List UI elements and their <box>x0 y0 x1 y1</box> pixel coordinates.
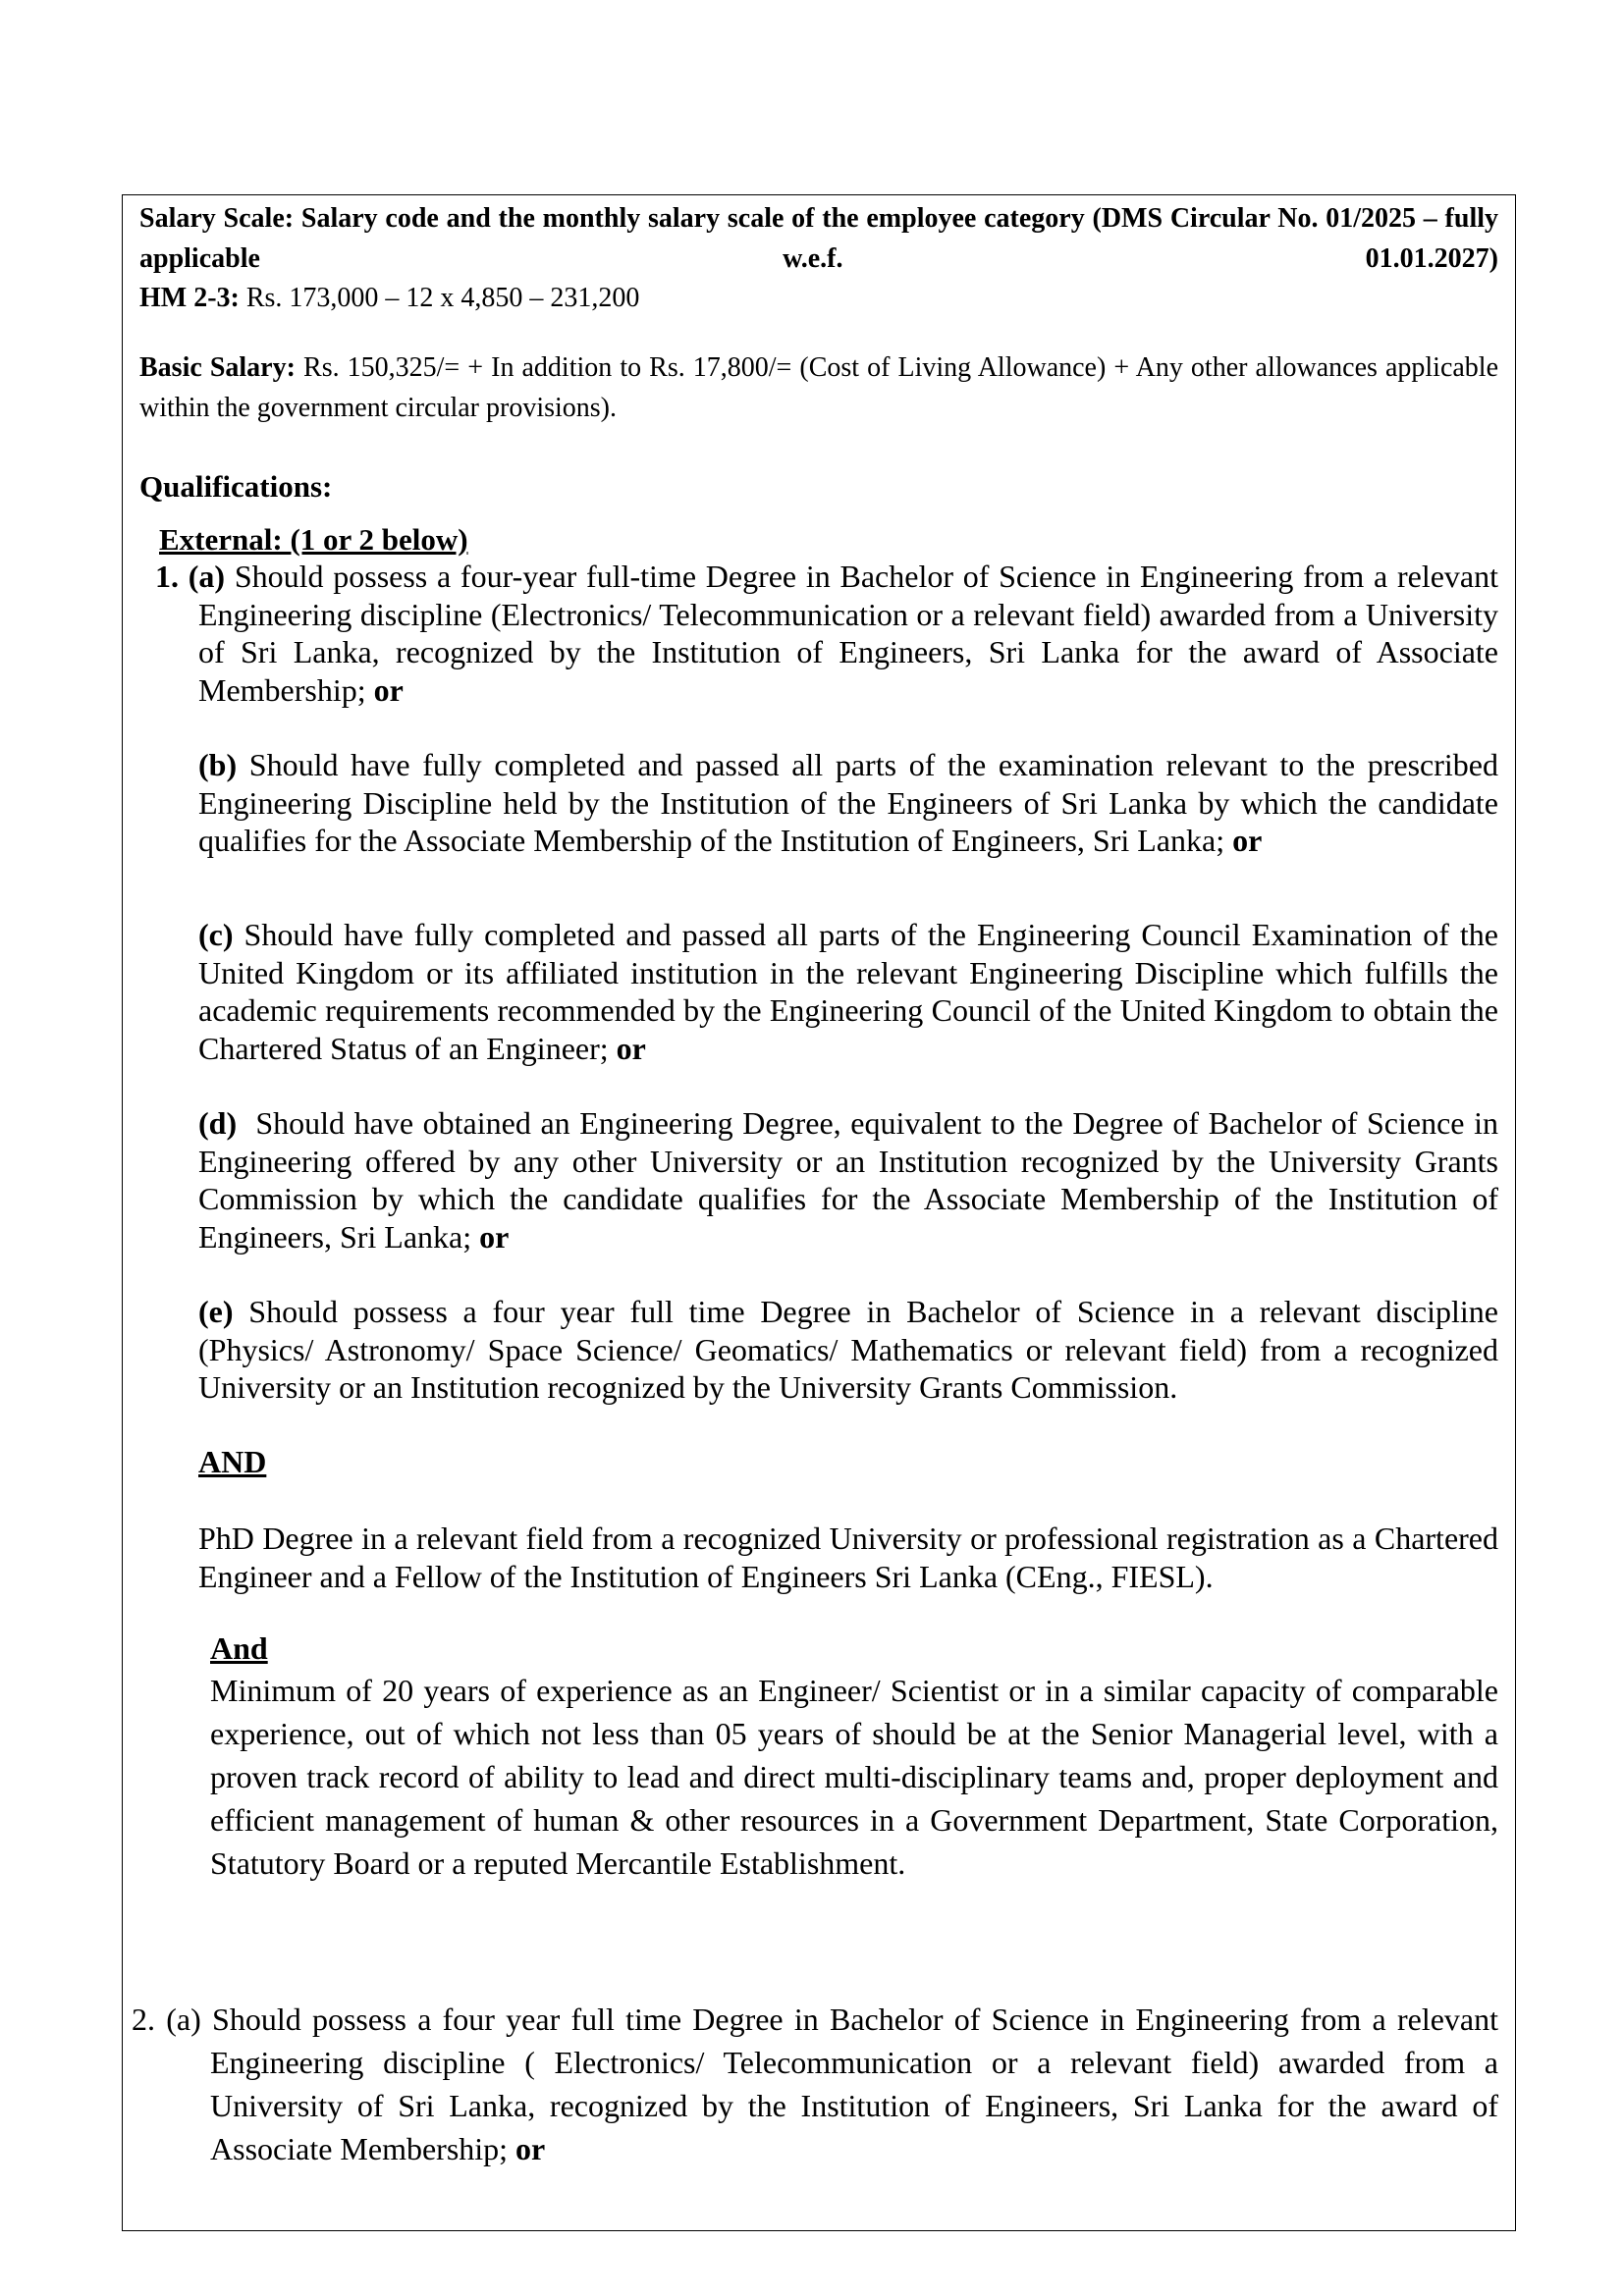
item1-c-label: (c) <box>198 917 234 952</box>
item2-a-text: Should possess a four year full time Degree in Bachelor of Science in Engineering from a relevant Engineering discipline ( Electronics/ Telecommunication or a relevant field) awarded from a University of Sri Lanka, recognized by the Institution of Engineers, Sri Lanka for the award of Associate Membership; <box>210 2002 1499 2166</box>
and-upper-heading: AND <box>198 1444 267 1479</box>
item1-b-paragraph <box>198 746 1498 860</box>
and-title-heading: And <box>210 1630 268 1666</box>
item1-b-text: Should have fully completed and passed all parts of the examination relevant to the prescribed Engineering Discipline held by the Institution of the Engineers of Sri Lanka by which the candidate qualifies for the Associate Membership of the Institution of Engineers, Sri Lanka; <box>198 747 1499 858</box>
item1-a-paragraph <box>155 558 1499 709</box>
item1-e-label: (e) <box>198 1294 234 1329</box>
basic-salary-paragraph: Basic Salary: Rs. 150,325/= + In addition to Rs. 17,800/= (Cost of Living Allowance) + Any other allowances applicable within the government circular provisions). <box>139 352 1499 423</box>
item1-c-text: Should have fully completed and passed all parts of the Engineering Council Examination of the United Kingdom or its affiliated institution in the relevant Engineering Discipline which fulfills the academic requirements recommended by the Engineering Council of the United Kingdom to obtain the Chartered Status of an Engineer; <box>198 917 1498 1066</box>
item1-d-text: Should have obtained an Engineering Degree, equivalent to the Degree of Bachelor of Science in Engineering offered by any other University or an Institution recognized by the University Grants Commission by which the candidate qualifies for the Associate Membership of the Institution of Engineers, Sri Lanka; <box>198 1105 1499 1255</box>
experience-text: Minimum of 20 years of experience as an Engineer/ Scientist or in a similar capacity of comparable experience, out of which not less than 05 years of should be at the Senior Managerial level, with a proven track record of ability to lead and direct multi-disciplinary teams and, proper deployment and efficient management of human & other resources in a Government Department, State Corporation, Statutory Board or a reputed Mercantile Establishment. <box>210 1673 1498 1881</box>
basic-salary-text: Rs. 150,325/= + In addition to Rs. 17,800/= (Cost of Living Allowance) + Any other allowances applicable within the government circular provisions). <box>139 352 1499 423</box>
salary-code-line: HM 2-3: Rs. 173,000 – 12 x 4,850 – 231,200 <box>139 283 640 313</box>
or-word: or <box>373 671 404 708</box>
item1-e-text: Should possess a four year full time Degree in Bachelor of Science in a relevant discipline (Physics/ Astronomy/ Space Science/ Geomatics/ Mathematics or relevant field) from a recognized University or an Institution recognized by the University Grants Commission. <box>198 1294 1499 1405</box>
item1-b-label: (b) <box>198 747 238 782</box>
salary-scale-heading: Salary Scale: Salary code and the monthly salary scale of the employee category (DMS Circular No. 01/2025 – fully applicable w.e.f. 01.01.2027) <box>139 203 1498 274</box>
or-word: or <box>1232 823 1263 858</box>
phd-text: PhD Degree in a relevant field from a recognized University or professional registration as a Chartered Engineer and a Fellow of the Institution of Engineers Sri Lanka (CEng., FIESL). <box>198 1521 1498 1594</box>
item1-d-label: (d) <box>198 1105 238 1141</box>
or-word: or <box>616 1030 646 1066</box>
salary-code-value: Rs. 173,000 – 12 x 4,850 – 231,200 <box>245 283 640 313</box>
item1-d-paragraph <box>198 1104 1498 1255</box>
phd-paragraph <box>198 1520 1498 1595</box>
external-heading: External: (1 or 2 below) <box>159 522 468 557</box>
item1-e-paragraph <box>198 1293 1498 1407</box>
salary-scale-heading-text: Salary code and the monthly salary scale of the employee category (DMS Circular No. 01/2025 – fully applicable w.e.f. 01.01.2027) <box>139 203 1498 274</box>
item2-a-paragraph <box>132 1998 1499 2170</box>
experience-paragraph <box>210 1669 1498 1885</box>
item2-number: 2. <box>132 2002 155 2037</box>
item1-a-label: (a) <box>188 559 226 594</box>
item1-c-paragraph <box>198 916 1498 1067</box>
item1-number: 1. <box>155 559 179 594</box>
or-word: or <box>479 1218 510 1255</box>
qualifications-heading: Qualifications: <box>139 469 333 504</box>
or-word: or <box>515 2131 546 2166</box>
item1-a-text: Should possess a four-year full-time Degree in Bachelor of Science in Engineering from a relevant Engineering discipline (Electronics/ Telecommunication or a relevant field) awarded from a University of Sri Lanka, recognized by the Institution of Engineers, Sri Lanka for the award of Associate Membership; <box>198 559 1499 708</box>
item2-a-label: (a) <box>166 2002 201 2037</box>
